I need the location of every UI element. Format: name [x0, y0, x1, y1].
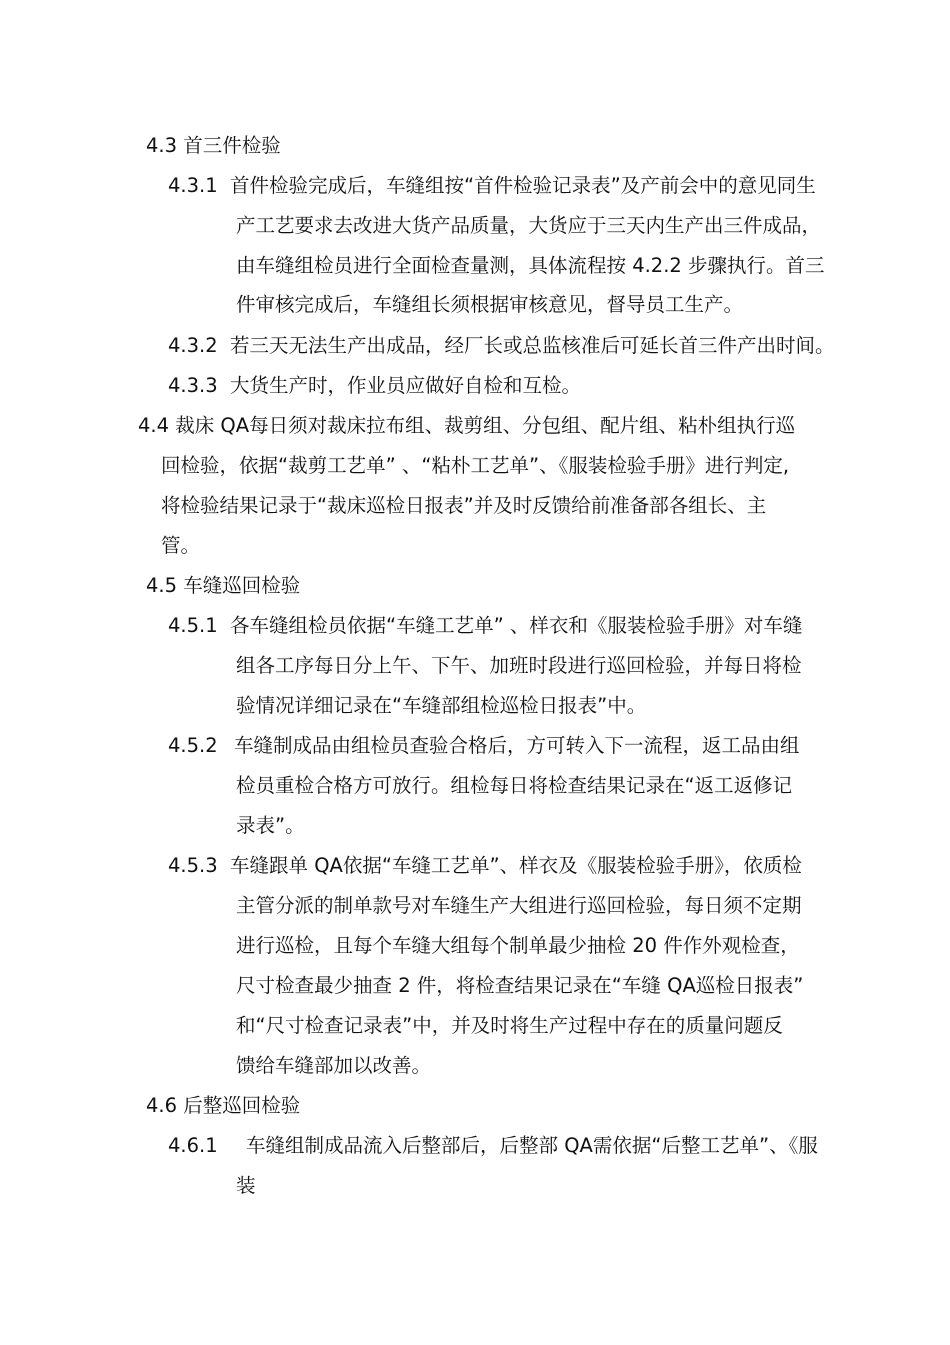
paragraph-line: 回检验，依据“裁剪工艺单” 、“粘朴工艺单”、《服装检验手册》进行判定,	[161, 454, 790, 477]
paragraph-line: 若三天无法生产出成品，经厂长或总监核准后可延长首三件产出时间。	[230, 334, 835, 357]
paragraph-line: 由车缝组检员进行全面检查量测，具体流程按 4.2.2 步骤执行。首三	[236, 254, 825, 277]
paragraph-line: 进行巡检，且每个车缝大组每个制单最少抽检 20 件作外观检查，	[236, 934, 800, 957]
paragraph-line: 馈给车缝部加以改善。	[236, 1054, 432, 1077]
section-heading-4-5: 4.5 车缝巡回检验	[146, 574, 301, 597]
paragraph-line: 各车缝组检员依据“车缝工艺单” 、样衣和《服装检验手册》对车缝	[230, 614, 803, 637]
paragraph-line: 件审核完成后，车缝组长须根据审核意见，督导员工生产。	[236, 293, 744, 316]
paragraph-line: 尺寸检查最少抽查 2 件，将检查结果记录在“车缝 QA巡检日报表”	[236, 974, 804, 997]
clause-number-4-6-1: 4.6.1	[168, 1134, 218, 1157]
paragraph-line: 和“尺寸检查记录表”中，并及时将生产过程中存在的质量问题反	[236, 1014, 783, 1037]
clause-number-4-5-2: 4.5.2	[168, 734, 218, 757]
paragraph-line: 录表”。	[236, 814, 305, 837]
paragraph-line: 管。	[161, 534, 201, 557]
clause-number-4-3-2: 4.3.2	[168, 334, 218, 357]
clause-number-4-3-3: 4.3.3	[168, 374, 218, 397]
paragraph-line: 组各工序每日分上午、下午、加班时段进行巡回检验，并每日将检	[236, 654, 802, 677]
section-heading-4-4: 4.4 裁床 QA每日须对裁床拉布组、裁剪组、分包组、配片组、粘朴组执行巡	[138, 414, 796, 437]
paragraph-line: 车缝组制成品流入后整部后，后整部 QA需依据“后整工艺单”、《服	[246, 1134, 818, 1157]
paragraph-line: 车缝制成品由组检员查验合格后，方可转入下一流程，返工品由组	[234, 734, 800, 757]
paragraph-line: 将检验结果记录于“裁床巡检日报表”并及时反馈给前准备部各组长、主	[161, 494, 767, 517]
paragraph-line: 验情况详细记录在“车缝部组检巡检日报表”中。	[236, 694, 647, 717]
section-heading-4-6: 4.6 后整巡回检验	[146, 1094, 301, 1117]
paragraph-line: 大货生产时，作业员应做好自检和互检。	[230, 374, 582, 397]
paragraph-line: 装	[236, 1174, 256, 1197]
paragraph-line: 首件检验完成后，车缝组按“首件检验记录表”及产前会中的意见同生	[230, 174, 816, 197]
clause-number-4-5-1: 4.5.1	[168, 614, 218, 637]
clause-number-4-3-1: 4.3.1	[168, 174, 218, 197]
paragraph-line: 主管分派的制单款号对车缝生产大组进行巡回检验，每日须不定期	[236, 894, 802, 917]
paragraph-line: 产工艺要求去改进大货产品质量，大货应于三天内生产出三件成品，	[236, 214, 822, 237]
section-heading-4-3: 4.3 首三件检验	[146, 134, 281, 157]
paragraph-line: 车缝跟单 QA依据“车缝工艺单”、样衣及《服装检验手册》，依质检	[230, 854, 802, 877]
paragraph-line: 检员重检合格方可放行。组检每日将检查结果记录在“返工返修记	[236, 774, 793, 797]
clause-number-4-5-3: 4.5.3	[168, 854, 218, 877]
